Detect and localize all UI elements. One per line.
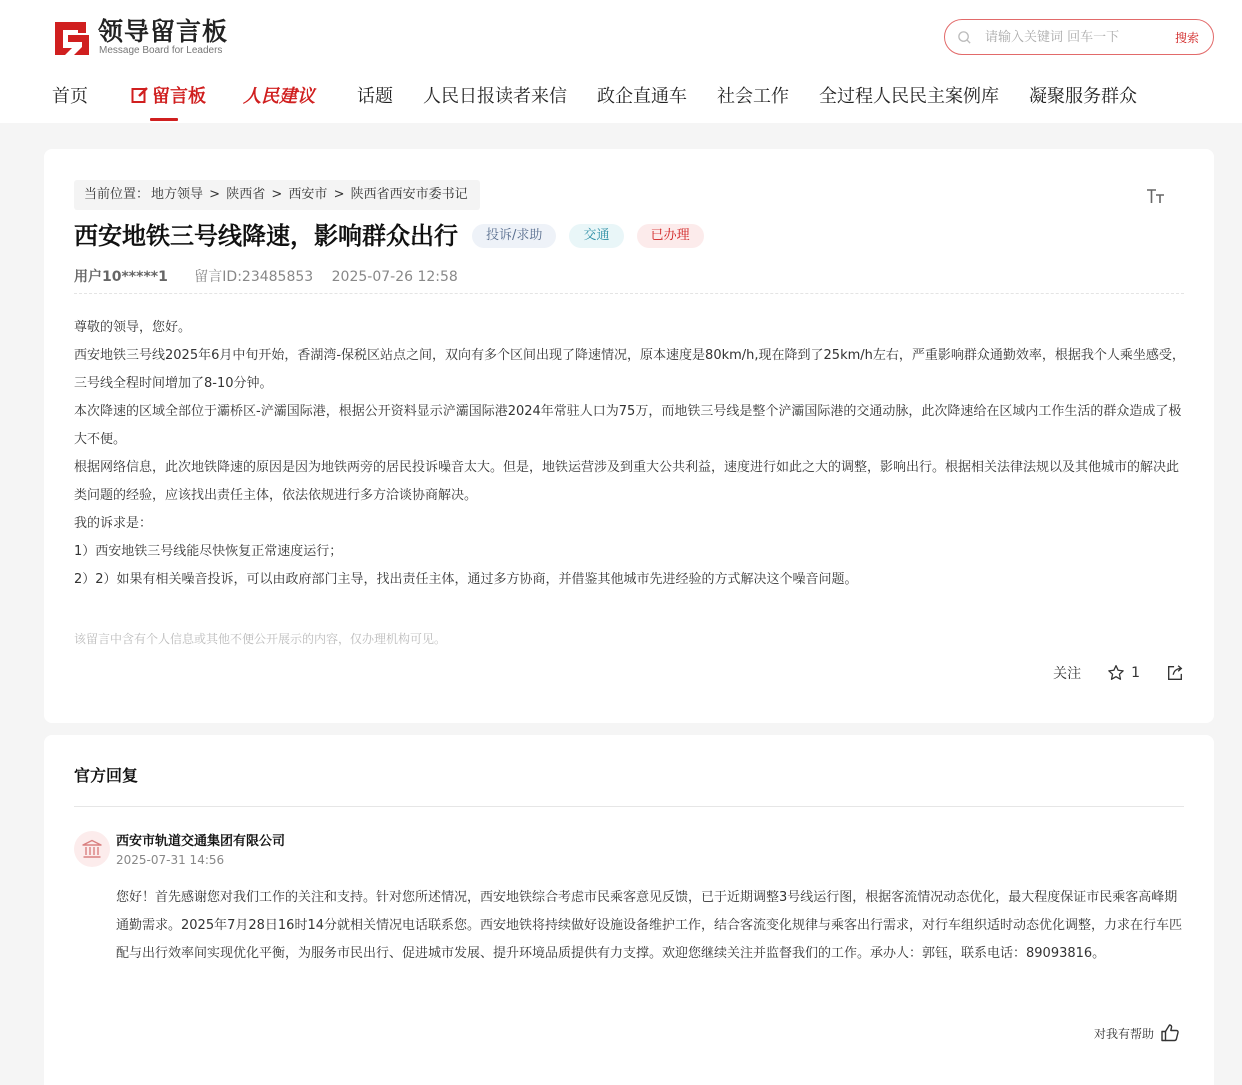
message-actions — [1053, 661, 1184, 685]
message-card — [44, 149, 1214, 723]
body-paragraph: 根据网络信息，此次地铁降速的原因是因为地铁两旁的居民投诉噪音太大。但是，地铁运营涉及到重大公共利益，速度进行如此之大的调整，影响出行。根据相关法律法规以及其他城市的解决此类问题的经验，应该找出责任主体，依法依规进行多方洽谈协商解决。 — [74, 460, 1180, 503]
nav-item-label: 留言板 — [152, 86, 206, 107]
reply-org-name: 西安市轨道交通集团有限公司 — [116, 834, 286, 849]
avatar — [74, 831, 110, 867]
breadcrumb-separator: > — [271, 187, 283, 202]
body-paragraph: 1）西安地铁三号线能尽快恢复正常速度运行； — [74, 544, 343, 559]
breadcrumb-separator: > — [209, 187, 221, 202]
privacy-notice: 该留言中含有个人信息或其他不便公开展示的内容，仅办理机构可见。 — [74, 632, 447, 646]
nav-item-readers-letters[interactable]: 人民日报读者来信 — [423, 86, 567, 107]
body-paragraph: 2）2）如果有相关噪音投诉，可以由政府部门主导，找出责任主体，通过多方协商，并借鉴其他城市先进经验的方式解决这个噪音问题。 — [74, 572, 858, 587]
star-count: 1 — [1131, 665, 1140, 681]
helpful-label: 对我有帮助 — [1093, 1026, 1154, 1041]
font-size-icon[interactable] — [1145, 185, 1167, 207]
search-button[interactable]: 搜索 — [1174, 31, 1199, 45]
message-datetime: 2025-07-26 12:58 — [331, 269, 458, 285]
nav-item-gov-enterprise[interactable]: 政企直通车 — [597, 86, 687, 107]
nav-item-social-work[interactable]: 社会工作 — [717, 86, 789, 107]
message-id: 留言ID:23485853 — [194, 269, 314, 285]
body-paragraph: 西安地铁三号线2025年6月中旬开始，香湖湾-保税区站点之间，双向有多个区间出现了降速情况，原本速度是80km/h,现在降到了25km/h左右，严重影响群众通勤效率，根据我个人乘坐感受，三号线全程时间增加了8-10分钟。 — [74, 348, 1185, 391]
nav-item-topics[interactable]: 话题 — [357, 86, 393, 107]
reply-datetime: 2025-07-31 14:56 — [116, 853, 225, 867]
status-badge: 已办理 — [637, 224, 704, 248]
nav-item-message-board[interactable] — [131, 78, 206, 116]
logo-title: 领导留言板 — [98, 17, 229, 46]
search-icon — [957, 30, 972, 45]
message-body — [74, 314, 1186, 594]
breadcrumb-prefix: 当前位置： — [84, 187, 150, 202]
nav-item-democracy-cases[interactable]: 全过程人民民主案例库 — [819, 86, 999, 107]
search-input[interactable] — [985, 27, 1145, 47]
bank-icon — [82, 839, 102, 859]
star-icon — [1107, 664, 1125, 682]
tag-category[interactable]: 投诉/求助 — [472, 224, 556, 248]
site-header — [0, 0, 1242, 123]
nav-item-home[interactable]: 首页 — [52, 86, 88, 107]
breadcrumb-item[interactable]: 西安市 — [288, 187, 328, 202]
breadcrumb-separator: > — [333, 187, 345, 202]
star-button[interactable] — [1107, 664, 1140, 682]
nav-item-people-suggestion[interactable]: 人民建议 — [243, 86, 315, 107]
share-button[interactable] — [1166, 664, 1184, 682]
message-tags — [472, 224, 712, 248]
logo-subtitle: Message Board for Leaders — [99, 45, 223, 56]
search-box — [944, 19, 1214, 55]
user-name: 用户10*****1 — [74, 269, 168, 285]
body-paragraph: 本次降速的区域全部位于灞桥区-浐灞国际港，根据公开资料显示浐灞国际港2024年常驻人口为75万，而地铁三号线是整个浐灞国际港的交通动脉，此次降速给在区域内工作生活的群众造成了极大不便。 — [74, 404, 1182, 447]
helpful-button[interactable] — [1094, 1023, 1180, 1043]
reply-body: 您好！首先感谢您对我们工作的关注和支持。针对您所述情况，西安地铁综合考虑市民乘客意见反馈，已于近期调整3号线运行图，根据客流情况动态优化，最大程度保证市民乘客高峰期通勤需求。2025年7月28日16时14分就相关情况电话联系您。西安地铁将持续做好设施设备维护工作，结合客流变化规律与乘客出行需求，对行车组织适时动态优化调整，力求在行车匹配与出行效率间实现优化平衡，为服务市民出行、促进城市发展、提升环境品质提供有力支撑。欢迎您继续关注并监督我们的工作。承办人：郭钰，联系电话：89093816。 — [116, 890, 1182, 961]
pen-icon — [131, 86, 149, 104]
site-logo[interactable] — [52, 17, 242, 59]
breadcrumb-item[interactable]: 陕西省 — [226, 187, 266, 202]
share-icon — [1166, 664, 1184, 682]
message-meta — [74, 266, 458, 286]
nav-active-indicator — [150, 118, 178, 121]
reply-heading: 官方回复 — [74, 766, 139, 785]
body-paragraph: 尊敬的领导，您好。 — [74, 320, 192, 335]
thumbs-up-icon — [1160, 1023, 1180, 1043]
tag-field[interactable]: 交通 — [569, 224, 623, 248]
follow-button[interactable]: 关注 — [1053, 666, 1082, 682]
divider — [74, 806, 1184, 807]
divider — [74, 293, 1184, 294]
message-title: 西安地铁三号线降速，影响群众出行 — [74, 222, 458, 250]
body-paragraph: 我的诉求是： — [74, 516, 153, 531]
breadcrumb — [74, 180, 480, 210]
breadcrumb-item[interactable]: 陕西省西安市委书记 — [350, 187, 468, 202]
logo-icon — [52, 19, 92, 57]
breadcrumb-item[interactable]: 地方领导 — [151, 187, 204, 202]
official-reply-card — [44, 735, 1214, 1085]
nav-item-serve-masses[interactable]: 凝聚服务群众 — [1029, 86, 1137, 107]
